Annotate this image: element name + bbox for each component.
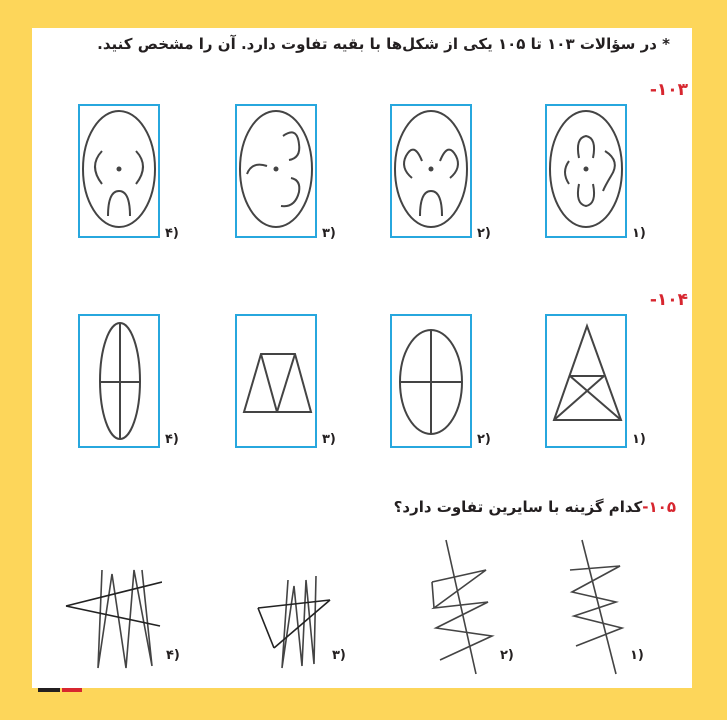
q104-option-4-label[interactable]: ۴)	[165, 432, 179, 447]
q103-option-1-figure[interactable]	[545, 104, 627, 238]
q105-option-3-figure[interactable]	[244, 568, 344, 678]
q103-option-4-svg	[80, 106, 158, 236]
q103-option-2-svg	[392, 106, 470, 236]
q103-option-4-label[interactable]: ۴)	[165, 226, 179, 241]
q103-option-1-svg	[547, 106, 625, 236]
q104-option-1-figure[interactable]	[545, 314, 627, 448]
q104-option-2-label[interactable]: ۲)	[477, 432, 491, 447]
q104-option-3-svg	[237, 316, 315, 446]
footer-mark-red	[62, 688, 82, 692]
question-105-text	[394, 498, 676, 516]
q103-option-3-svg	[237, 106, 315, 236]
q104-option-1-svg	[547, 316, 625, 446]
question-105-prompt: کدام گزینه با سایرین تفاوت دارد؟	[393, 498, 643, 516]
question-103-number: -۱۰۳	[649, 80, 688, 100]
q103-option-4-figure[interactable]	[78, 104, 160, 238]
q103-option-3-label[interactable]: ۳)	[322, 226, 336, 241]
q104-option-3-label[interactable]: ۳)	[322, 432, 336, 447]
question-105-number: ۱۰۵-	[642, 498, 676, 516]
q105-option-4-figure[interactable]	[62, 566, 162, 676]
q103-option-1-label[interactable]: ۱)	[632, 226, 646, 241]
footer-mark-dark	[38, 688, 60, 692]
question-104-number: -۱۰۴	[649, 290, 688, 310]
q105-option-2-label[interactable]: ۲)	[500, 648, 514, 663]
q104-option-4-figure[interactable]	[78, 314, 160, 448]
instruction-text: * در سؤالات ۱۰۳ تا ۱۰۵ یکی از شکل‌ها با بقیه تفاوت دارد. آن را مشخص کنید.	[97, 35, 670, 53]
q103-option-3-figure[interactable]	[235, 104, 317, 238]
q103-option-2-figure[interactable]	[390, 104, 472, 238]
q105-option-4-label[interactable]: ۴)	[166, 648, 180, 663]
q104-option-2-figure[interactable]	[390, 314, 472, 448]
q103-option-2-label[interactable]: ۲)	[477, 226, 491, 241]
q105-option-2-figure[interactable]	[426, 536, 506, 676]
q105-option-3-label[interactable]: ۳)	[332, 648, 346, 663]
q105-option-1-label[interactable]: ۱)	[630, 648, 644, 663]
q105-option-1-figure[interactable]	[556, 536, 636, 676]
worksheet-page	[32, 28, 692, 688]
q104-option-1-label[interactable]: ۱)	[632, 432, 646, 447]
q104-option-4-svg	[80, 316, 158, 446]
q104-option-3-figure[interactable]	[235, 314, 317, 448]
q104-option-2-svg	[392, 316, 470, 446]
